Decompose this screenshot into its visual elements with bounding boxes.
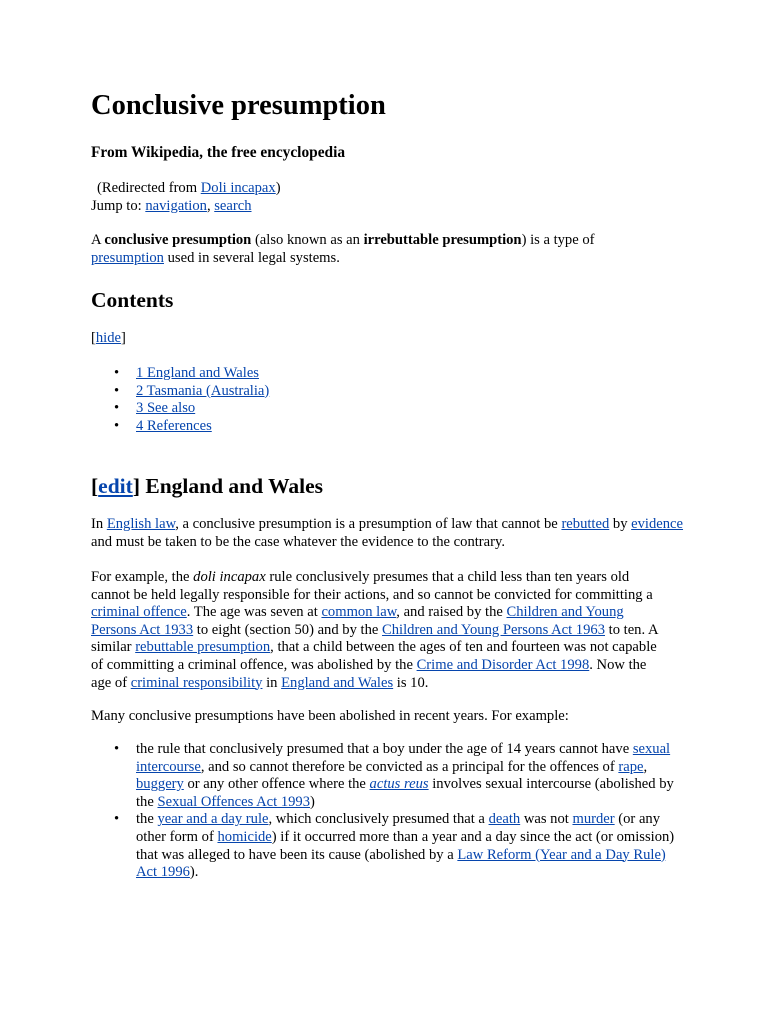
doli-incapax-paragraph: For example, the doli incapax rule conclusively presumes that a child less than ten years old cannot be held legally responsible for their actions, and so cannot be convicted for committing a criminal offence. The age was seven at common law, and raised by the Children and Young Persons Act 1933 to eight (section 50) and by the Children and Young Persons Act 1963 to ten. A similar rebuttable presumption, that a child between the ages of ten and fourteen was not capable of committing a criminal offence, was abolished by the Crime and Disorder Act 1998. Now the age of criminal responsibility in England and Wales is 10. — [91, 569, 658, 691]
toc-link-see-also[interactable]: 3 See also — [136, 400, 196, 417]
homicide-link[interactable]: homicide — [217, 828, 272, 845]
toc-item — [114, 383, 414, 401]
abolished-presumptions-paragraph: Many conclusive presumptions have been abolished in recent years. For example: — [91, 708, 569, 724]
section-heading-england-and-wales: [edit] England and Wales — [91, 474, 324, 498]
list-item: • the rule that conclusively presumed that a boy under the age of 14 years cannot have sexual intercourse, and so cannot therefore be convicted as a principal for the offences of rape, buggery or any other offence where the actus reus involves sexual intercourse (abolished by the Sexual Offences Act 1993) — [114, 741, 686, 811]
england-law-paragraph: In English law, a conclusive presumption is a presumption of law that cannot be rebutted by evidence and must be taken to be the case whatever the evidence to the contrary. — [91, 516, 684, 550]
contents-heading: Contents — [91, 288, 174, 312]
cypa-1933-link[interactable]: Children and Young Persons Act 1933 — [91, 604, 624, 638]
toc-item — [114, 418, 414, 436]
toc-link-references[interactable]: 4 References — [136, 417, 212, 434]
cypa-1963-link[interactable]: Children and Young Persons Act 1963 — [382, 621, 605, 638]
redirect-notice: (Redirected from Doli incapax) — [97, 180, 281, 196]
jump-to-links: Jump to: navigation, search — [91, 197, 252, 214]
criminal-responsibility-link[interactable]: criminal responsibility — [130, 674, 263, 691]
intro-paragraph: A conclusive presumption (also known as an irrebuttable presumption) is a type of presumption used in several legal systems. — [91, 232, 595, 266]
rebutted-link[interactable]: rebutted — [561, 516, 610, 532]
murder-link[interactable]: murder — [572, 811, 615, 828]
redirect-and-jump — [91, 180, 686, 215]
presumption-link[interactable]: presumption — [91, 249, 164, 266]
actus-reus-link[interactable]: actus reus — [369, 776, 429, 793]
criminal-offence-link[interactable]: criminal offence — [91, 604, 187, 621]
toc-link-tasmania[interactable]: 2 Tasmania (Australia) — [136, 382, 270, 399]
death-link[interactable]: death — [488, 811, 521, 828]
english-law-link[interactable]: English law — [106, 516, 176, 532]
toc-item — [114, 400, 414, 418]
common-law-link[interactable]: common law — [321, 604, 397, 621]
section-edit-link[interactable]: edit — [98, 474, 133, 498]
abolished-presumptions-list — [114, 741, 686, 882]
evidence-link[interactable]: evidence — [631, 516, 684, 532]
redirect-source-link[interactable]: Doli incapax — [200, 180, 276, 196]
site-tagline: From Wikipedia, the free encyclopedia — [91, 144, 346, 161]
law-reform-act-link[interactable]: Law Reform (Year and a Day Rule) Act 1996 — [136, 846, 666, 881]
year-and-a-day-rule-link[interactable]: year and a day rule — [157, 811, 269, 828]
england-and-wales-link[interactable]: England and Wales — [281, 674, 394, 691]
rape-link[interactable]: rape — [618, 758, 644, 775]
table-of-contents — [114, 365, 414, 435]
buggery-link[interactable]: buggery — [136, 776, 184, 793]
jump-search-link[interactable]: search — [214, 197, 252, 214]
toc-hide-link[interactable]: hide — [95, 330, 122, 346]
sexual-intercourse-link[interactable]: sexual intercourse — [136, 741, 671, 775]
toc-link-england-and-wales[interactable]: 1 England and Wales — [136, 365, 259, 381]
sexual-offences-act-link[interactable]: Sexual Offences Act 1993 — [157, 793, 311, 810]
toc-item — [114, 365, 414, 383]
list-item: • the year and a day rule, which conclusively presumed that a death was not murder (or any other form of homicide) if it occurred more than a year and a day since the act (or omission) that was alleged to have been its cause (abolished by a Law Reform (Year and a Day Rule) Act 1996). — [114, 811, 686, 881]
page-title: Conclusive presumption — [91, 90, 386, 121]
jump-navigation-link[interactable]: navigation — [145, 197, 207, 214]
crime-and-disorder-act-link[interactable]: Crime and Disorder Act 1998 — [416, 656, 590, 673]
toc-hide-toggle: [hide] — [91, 330, 126, 346]
rebuttable-presumption-link[interactable]: rebuttable presumption — [135, 639, 271, 656]
